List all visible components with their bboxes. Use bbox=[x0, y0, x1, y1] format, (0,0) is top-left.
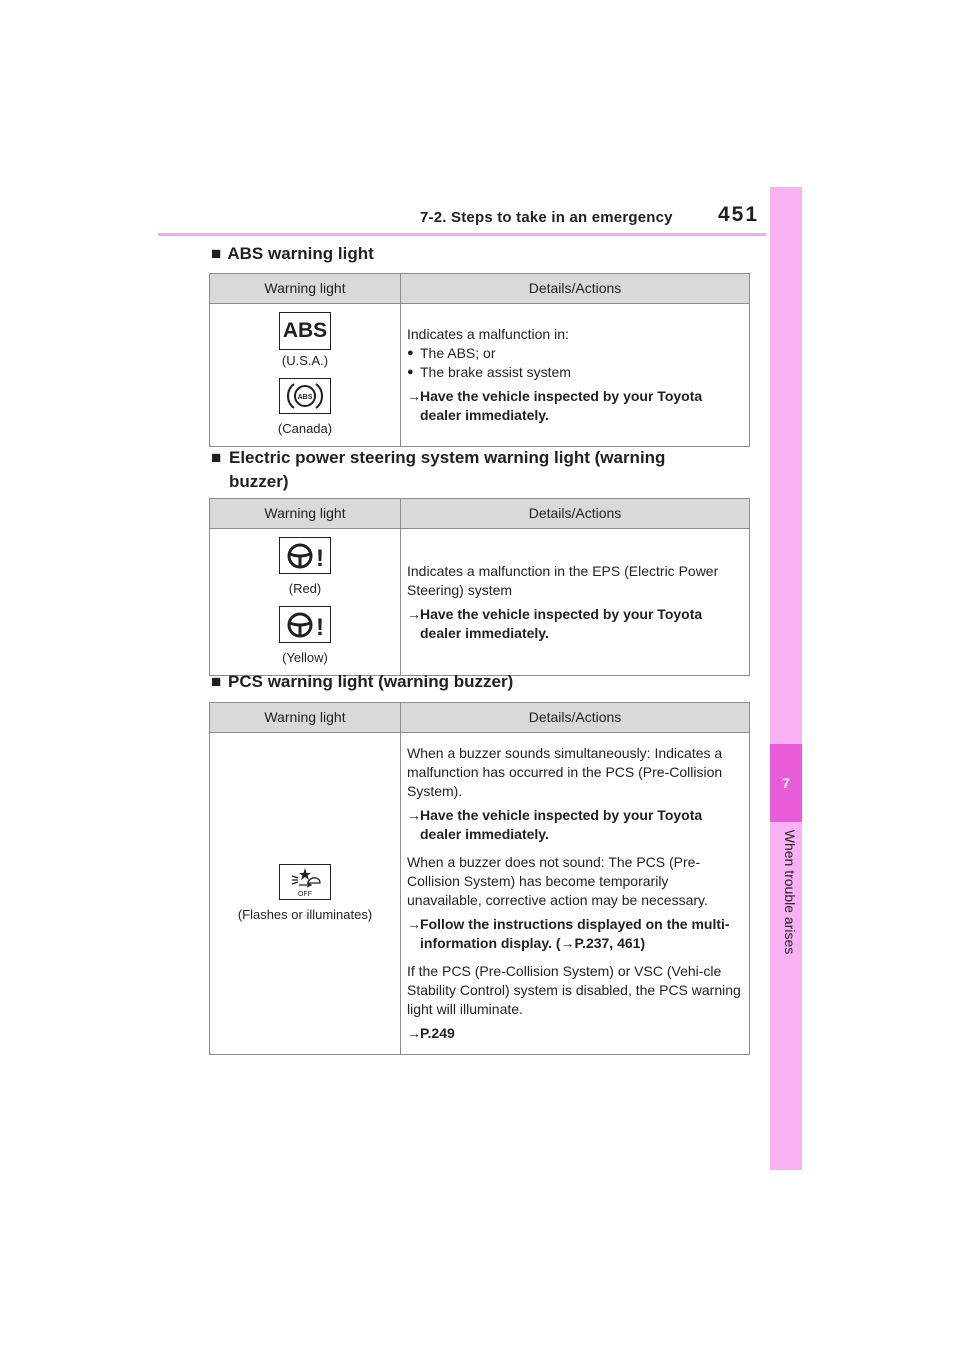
details-bullet: ● The ABS; or bbox=[407, 344, 743, 363]
icon-caption-red: (Red) bbox=[288, 581, 322, 596]
action-text: Follow the instructions displayed on the multi-information display. (→P.237, 461) bbox=[420, 916, 730, 951]
arrow-icon: → bbox=[407, 1025, 421, 1041]
icon-group bbox=[210, 312, 400, 370]
col-header-details: Details/Actions bbox=[401, 499, 750, 529]
section-heading-abs bbox=[211, 242, 374, 266]
icon-caption-canada: (Canada) bbox=[277, 421, 333, 436]
steering-wheel-graphic bbox=[280, 538, 330, 573]
svg-text:OFF: OFF bbox=[298, 890, 312, 898]
eps-warning-table bbox=[209, 498, 750, 676]
page-reference-link[interactable]: P.249 bbox=[420, 1025, 455, 1041]
section-bullet: ■ bbox=[211, 244, 222, 263]
action-text: Have the vehicle inspected by your Toyota dealer immediately. bbox=[420, 605, 703, 641]
abs-circle-icon bbox=[279, 378, 331, 414]
icon-group bbox=[210, 378, 400, 438]
col-header-warning-light: Warning light bbox=[210, 274, 401, 304]
details-action bbox=[407, 387, 743, 425]
steering-wheel-warning-icon bbox=[279, 537, 331, 574]
arrow-icon: → bbox=[407, 916, 421, 932]
abs-text-icon bbox=[279, 312, 331, 350]
icon-caption-yellow: (Yellow) bbox=[282, 650, 328, 665]
chapter-label bbox=[778, 829, 798, 955]
details-action bbox=[407, 605, 743, 643]
section-heading-eps bbox=[211, 446, 711, 494]
svg-text:!: ! bbox=[316, 614, 324, 641]
section-heading-text: Electric power steering system warning light (warning buzzer) bbox=[229, 448, 666, 491]
section-bullet: ■ bbox=[211, 448, 222, 467]
action-text: Have the vehicle inspected by your Toyota dealer immediately. bbox=[420, 807, 703, 842]
col-header-warning-light: Warning light bbox=[210, 703, 401, 733]
abs-warning-table bbox=[209, 273, 750, 447]
details-cell bbox=[401, 733, 750, 1055]
pcs-off-icon bbox=[279, 864, 331, 900]
icon-cell bbox=[210, 529, 401, 676]
chapter-side-tab bbox=[770, 187, 802, 1170]
steering-wheel-graphic bbox=[280, 607, 330, 642]
icon-cell bbox=[210, 733, 401, 1055]
col-header-details: Details/Actions bbox=[401, 274, 750, 304]
abs-circle-icon-graphic bbox=[280, 379, 330, 413]
section-title: 7-2. Steps to take in an emergency bbox=[420, 209, 673, 226]
steering-wheel-warning-icon bbox=[279, 606, 331, 643]
svg-text:!: ! bbox=[316, 545, 324, 572]
icon-group bbox=[210, 537, 400, 598]
details-cell bbox=[401, 529, 750, 676]
page-number: 451 bbox=[718, 203, 760, 226]
pcs-warning-table bbox=[209, 702, 750, 1055]
chapter-number: 7 bbox=[770, 744, 802, 822]
details-paragraph: If the PCS (Pre-Collision System) or VSC (Vehi-cle Stability Control) system is disabled, the PCS warning light will illuminate. bbox=[407, 963, 741, 1017]
details-action bbox=[407, 1024, 743, 1043]
section-heading-pcs bbox=[211, 670, 513, 694]
col-header-details: Details/Actions bbox=[401, 703, 750, 733]
details-intro: Indicates a malfunction in: bbox=[407, 326, 569, 342]
details-cell bbox=[401, 304, 750, 447]
icon-cell bbox=[210, 304, 401, 447]
header-divider bbox=[158, 233, 766, 236]
pcs-off-graphic bbox=[280, 865, 330, 899]
section-bullet: ■ bbox=[211, 672, 222, 691]
details-intro: Indicates a malfunction in the EPS (Electric Power Steering) system bbox=[407, 562, 719, 598]
section-heading-text: ABS warning light bbox=[227, 244, 374, 263]
col-header-warning-light: Warning light bbox=[210, 499, 401, 529]
icon-group bbox=[210, 606, 400, 667]
details-bullet: ● The brake assist system bbox=[407, 363, 743, 382]
arrow-icon: → bbox=[407, 388, 421, 404]
section-heading-text: PCS warning light (warning buzzer) bbox=[228, 672, 514, 691]
abs-icon-text: ABS bbox=[282, 319, 328, 342]
arrow-icon: → bbox=[407, 807, 421, 823]
details-paragraph: When a buzzer sounds simultaneously: Indicates a malfunction has occurred in the PCS (Pre-Collision System). bbox=[407, 745, 723, 799]
arrow-icon: → bbox=[407, 605, 421, 622]
details-action bbox=[407, 915, 743, 953]
icon-caption-flashes: (Flashes or illuminates) bbox=[237, 906, 373, 922]
icon-caption-usa: (U.S.A.) bbox=[281, 353, 329, 368]
svg-text:ABS: ABS bbox=[297, 394, 313, 401]
action-text: Have the vehicle inspected by your Toyota dealer immediately. bbox=[420, 388, 703, 423]
chapter-label-text: When trouble arises bbox=[782, 829, 798, 955]
details-paragraph: When a buzzer does not sound: The PCS (Pre-Collision System) has become temporarily unavailable, corrective action may be necessary. bbox=[407, 854, 708, 908]
details-action bbox=[407, 806, 743, 844]
